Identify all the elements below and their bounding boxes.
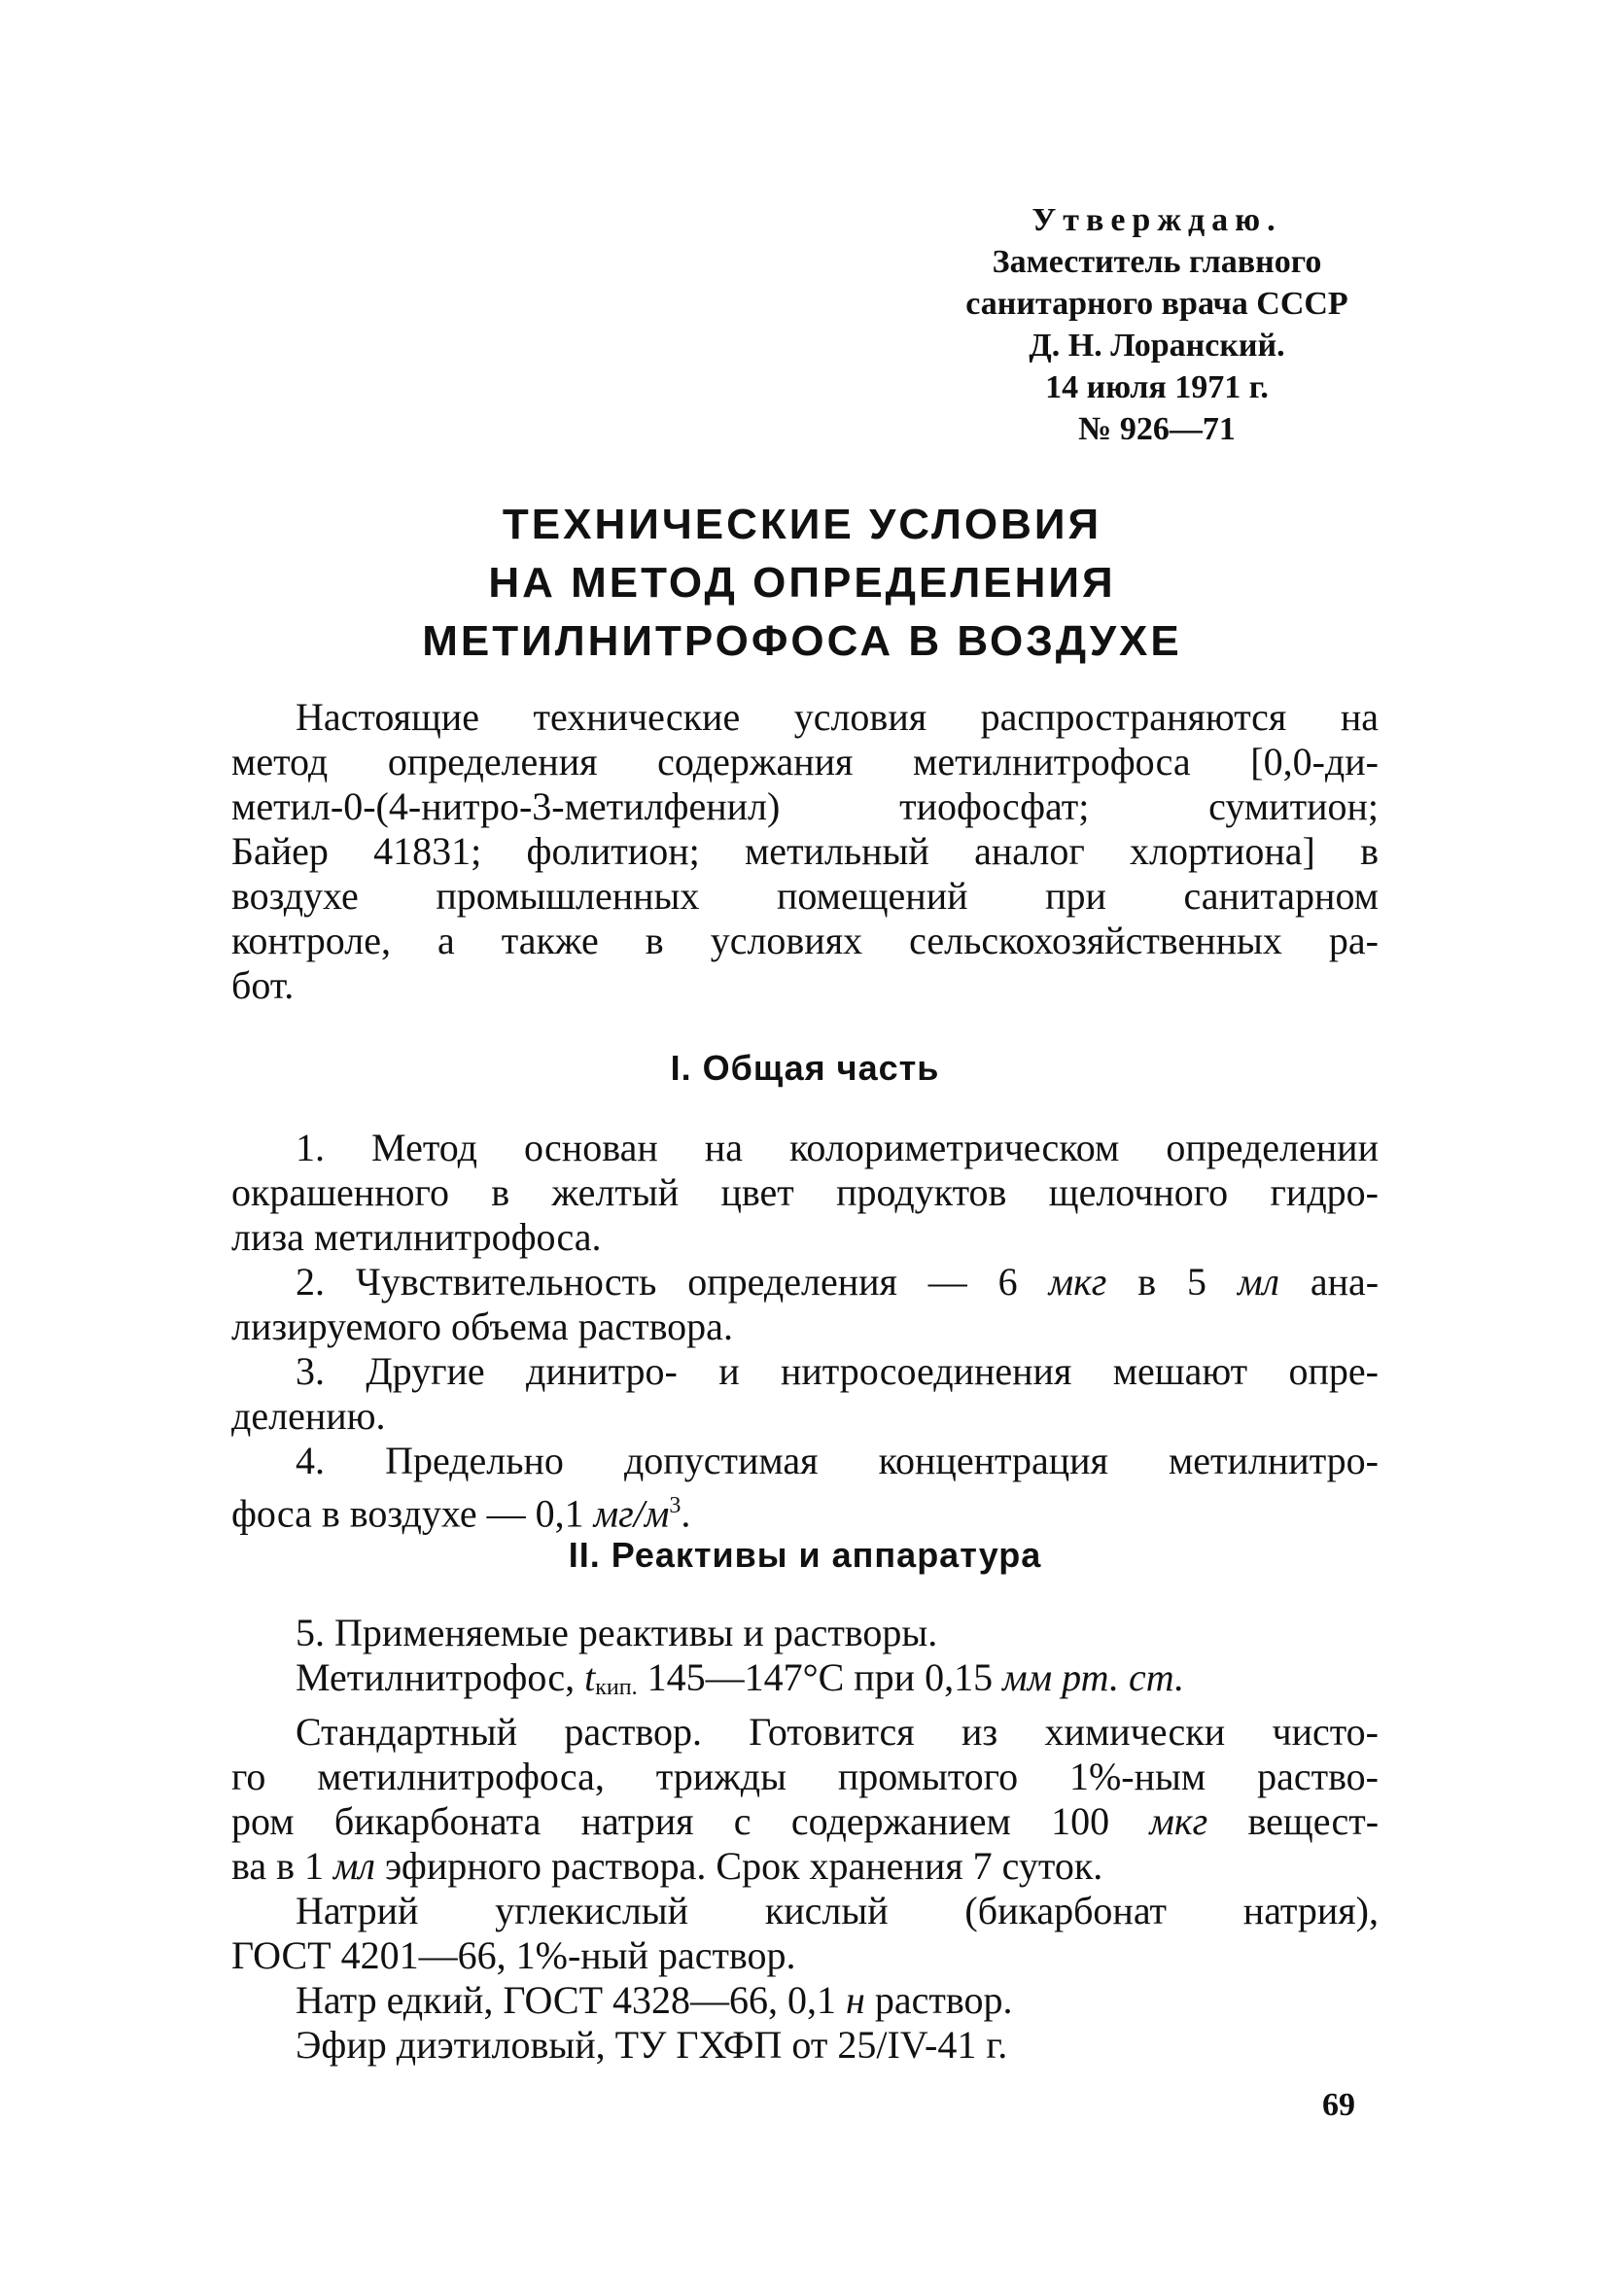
item-3-line: 3. Другие динитро- и нитросоединения мешают опре- [296,1349,1379,1393]
section-general-body [231,1126,1379,1536]
intro-line: метил-0-(4-нитро-3-метилфенил) тиофосфат; сумитион; [231,784,1379,828]
item-1-line: окрашенного в желтый цвет продуктов щелочного гидро- [231,1170,1379,1214]
approval-date: 14 июля 1971 г. [1045,369,1269,405]
item-2-line: 2. Чувствительность определения — 6 мкг в 5 мл ана- [296,1260,1380,1304]
item-4-line: 4. Предельно допустимая концентрация метилнитро- [296,1439,1379,1482]
approval-signatory: Д. Н. Лоранский. [1029,328,1285,364]
intro-line: Настоящие технические условия распространяются на [296,695,1379,739]
intro-paragraph [231,695,1379,1008]
section-heading-reagents: II. Реактивы и аппаратура [568,1535,1042,1575]
intro-line: бот. [231,963,295,1007]
section-heading-general: I. Общая часть [670,1048,940,1088]
standard-solution-line: Стандартный раствор. Готовится из химически чисто- [296,1710,1379,1754]
approval-position-cont: санитарного врача СССР [965,286,1348,322]
standard-solution-line: ром бикарбоната натрия с содержанием 100 мкг вещест- [231,1799,1380,1843]
intro-line: метод определения содержания метилнитрофоса [0,0-ди- [231,740,1379,783]
intro-line: Байер 41831; фолитион; метильный аналог хлортиона] в [231,829,1379,873]
item-1-line: 1. Метод основан на колориметрическом определении [296,1126,1379,1169]
title-line-2: НА МЕТОД ОПРЕДЕЛЕНИЯ [488,559,1116,607]
approval-position: Заместитель главного [992,244,1322,280]
item-3-line: делению. [231,1394,386,1438]
title-line-3: МЕТИЛНИТРОФОСА В ВОЗДУХЕ [422,617,1182,665]
reagent-sodium-bicarbonate: ГОСТ 4201—66, 1%-ный раствор. [231,1933,796,1977]
reagent-diethyl-ether: Эфир диэтиловый, ТУ ГХФП от 25/IV-41 г. [296,2023,1008,2067]
item-1-line: лиза метилнитрофоса. [231,1215,602,1259]
item-2-line: лизируемого объема раствора. [231,1305,733,1348]
item-5-line: 5. Применяемые реактивы и растворы. [296,1611,938,1654]
section-reagents-body [231,1611,1379,2068]
standard-solution-line: го метилнитрофоса, трижды промытого 1%-ным раство- [231,1755,1379,1798]
approval-block [933,199,1381,450]
item-4-line: фоса в воздухе — 0,1 $мг/м^3$. [231,1491,691,1536]
intro-line: контроле, а также в условиях сельскохозяйственных ра- [231,919,1379,962]
title-line-1: ТЕХНИЧЕСКИЕ УСЛОВИЯ [502,501,1102,548]
approval-heading: Утверждаю. [1031,202,1282,238]
intro-line: воздухе промышленных помещений при санитарном [231,874,1379,918]
page-number: 69 [1322,2087,1355,2123]
document-title [292,496,1312,671]
reagent-methylnitrophos: Метилнитрофос, $t_{кип.}$ 145—147°С при 0,15 мм рт. ст. [296,1655,1185,1700]
reagent-sodium-bicarbonate: Натрий углекислый кислый (бикарбонат натрия), [296,1889,1379,1932]
standard-solution-line: ва в 1 мл эфирного раствора. Срок хранения 7 суток. [231,1844,1103,1888]
reagent-sodium-hydroxide: Натр едкий, ГОСТ 4328—66, 0,1 н раствор. [296,1978,1013,2022]
approval-number: № 926—71 [1078,411,1236,447]
